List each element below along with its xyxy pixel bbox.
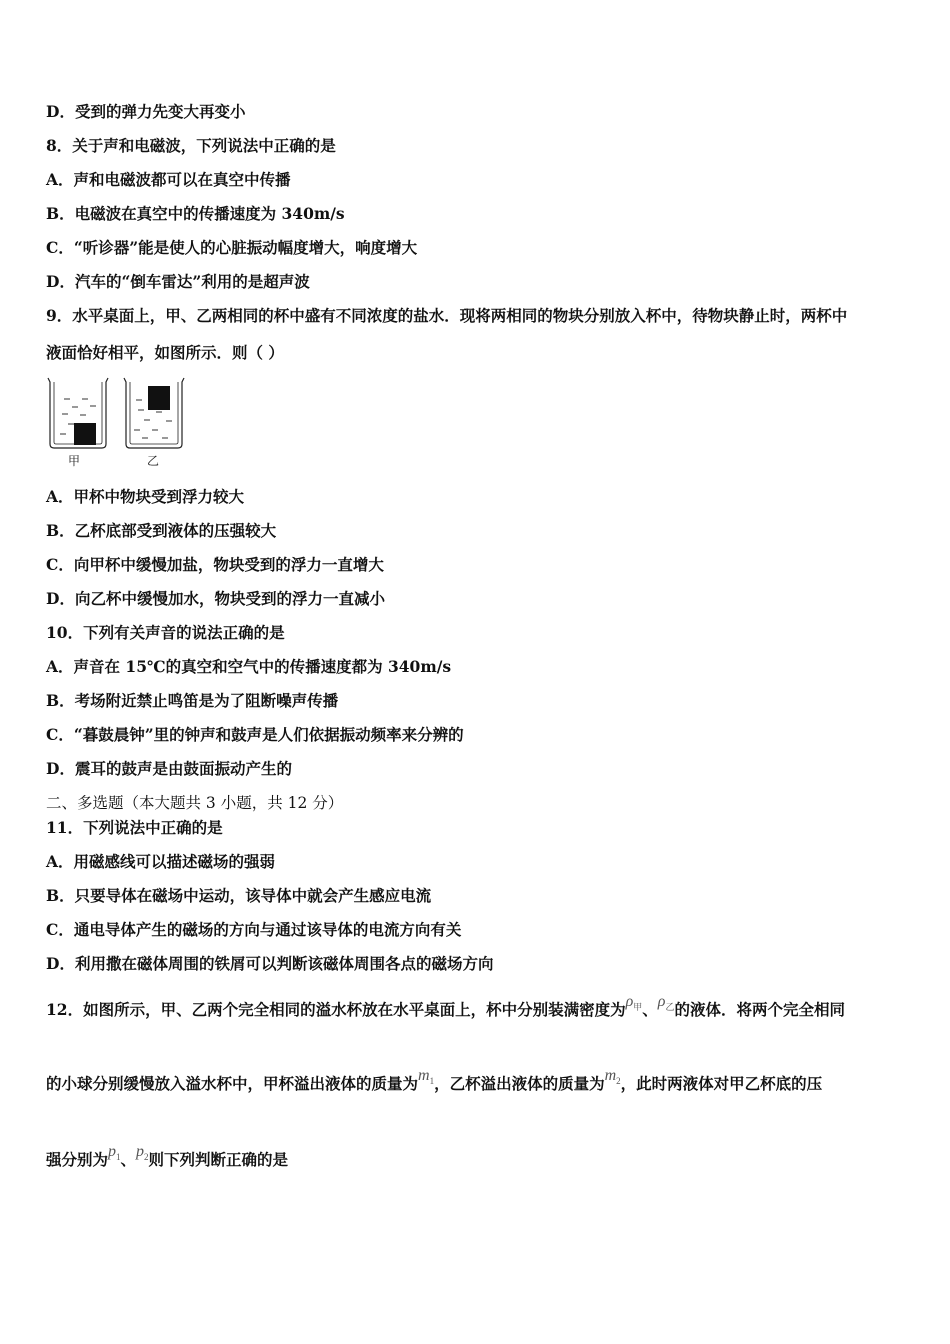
q10-stem: 10．下列有关声音的说法正确的是: [46, 623, 285, 642]
section-heading-multi-choice: 二、多选题（本大题共 3 小题，共 12 分）: [46, 794, 344, 812]
q9-option-a: A．甲杯中物块受到浮力较大: [46, 487, 245, 506]
q11-stem: 11．下列说法中正确的是: [46, 818, 223, 837]
q11-option-a: A．用磁感线可以描述磁场的强弱: [46, 852, 276, 871]
q8-stem: 8．关于声和电磁波，下列说法中正确的是: [46, 136, 336, 155]
m2-symbol: $m_2$: [604, 1067, 621, 1087]
q12-text-2a: 的小球分别缓慢放入溢水杯中，甲杯溢出液体的质量为: [46, 1074, 419, 1093]
q12-text-2c: ，此时两液体对甲乙杯底的压: [620, 1074, 823, 1093]
block-yi: [148, 386, 170, 410]
q12-separator-1: 、: [642, 1000, 658, 1019]
label-jia: 甲: [68, 454, 81, 468]
q7-option-d: D．受到的弹力先变大再变小: [46, 102, 246, 121]
q9-stem-line2: 液面恰好相平，如图所示．则（ ）: [46, 343, 284, 362]
q12-text-3b: 则下列判断正确的是: [148, 1150, 289, 1169]
q12-stem-line3: [46, 1143, 289, 1176]
m1-symbol: $m_1$: [418, 1067, 435, 1087]
block-jia: [74, 423, 96, 445]
q9-stem-line1: 9．水平桌面上，甲、乙两相同的杯中盛有不同浓度的盐水．现将两相同的物块分别放入杯中，待物块静止时，两杯中: [46, 306, 848, 325]
q9-option-b: B．乙杯底部受到液体的压强较大: [46, 521, 277, 540]
q8-option-d: D．汽车的“倒车雷达”利用的是超声波: [46, 272, 310, 291]
q12-text-2b: ，乙杯溢出液体的质量为: [434, 1074, 605, 1093]
q9-beakers-figure: [44, 374, 194, 470]
q12-stem-line2: [46, 1067, 823, 1100]
q12-text-1b: 的液体．将两个完全相同: [674, 1000, 846, 1019]
q12-separator-2: 、: [120, 1150, 137, 1169]
q12-text-1a: 12．如图所示，甲、乙两个完全相同的溢水杯放在水平桌面上，杯中分别装满密度为: [46, 1000, 626, 1019]
q8-option-b: B．电磁波在真空中的传播速度为 340m/s: [46, 204, 345, 223]
q9-option-c: C．向甲杯中缓慢加盐，物块受到的浮力一直增大: [46, 555, 384, 574]
q10-option-d: D．震耳的鼓声是由鼓面振动产生的: [46, 759, 292, 778]
q11-option-b: B．只要导体在磁场中运动，该导体中就会产生感应电流: [46, 886, 432, 905]
q10-option-a: A．声音在 15℃的真空和空气中的传播速度都为 340m/s: [46, 657, 452, 676]
q12-text-3a: 强分别为: [46, 1150, 109, 1169]
q12-stem-line1: [46, 993, 846, 1026]
q8-option-c: C．“听诊器”能是使人的心脏振动幅度增大，响度增大: [46, 238, 418, 257]
rho-yi-symbol: $\rho_乙$: [657, 993, 675, 1013]
q9-option-d: D．向乙杯中缓慢加水，物块受到的浮力一直减小: [46, 589, 385, 608]
q11-option-c: C．通电导体产生的磁场的方向与通过该导体的电流方向有关: [46, 920, 462, 939]
rho-jia-symbol: $\rho_甲$: [625, 993, 643, 1013]
q10-option-b: B．考场附近禁止鸣笛是为了阻断噪声传播: [46, 691, 339, 710]
q10-option-c: C．“暮鼓晨钟”里的钟声和鼓声是人们依据振动频率来分辨的: [46, 725, 464, 744]
p2-symbol: $p_2$: [136, 1143, 149, 1163]
q11-option-d: D．利用撒在磁体周围的铁屑可以判断该磁体周围各点的磁场方向: [46, 954, 494, 973]
q8-option-a: A．声和电磁波都可以在真空中传播: [46, 170, 291, 189]
p1-symbol: $p_1$: [108, 1143, 121, 1163]
label-yi: 乙: [147, 454, 160, 468]
